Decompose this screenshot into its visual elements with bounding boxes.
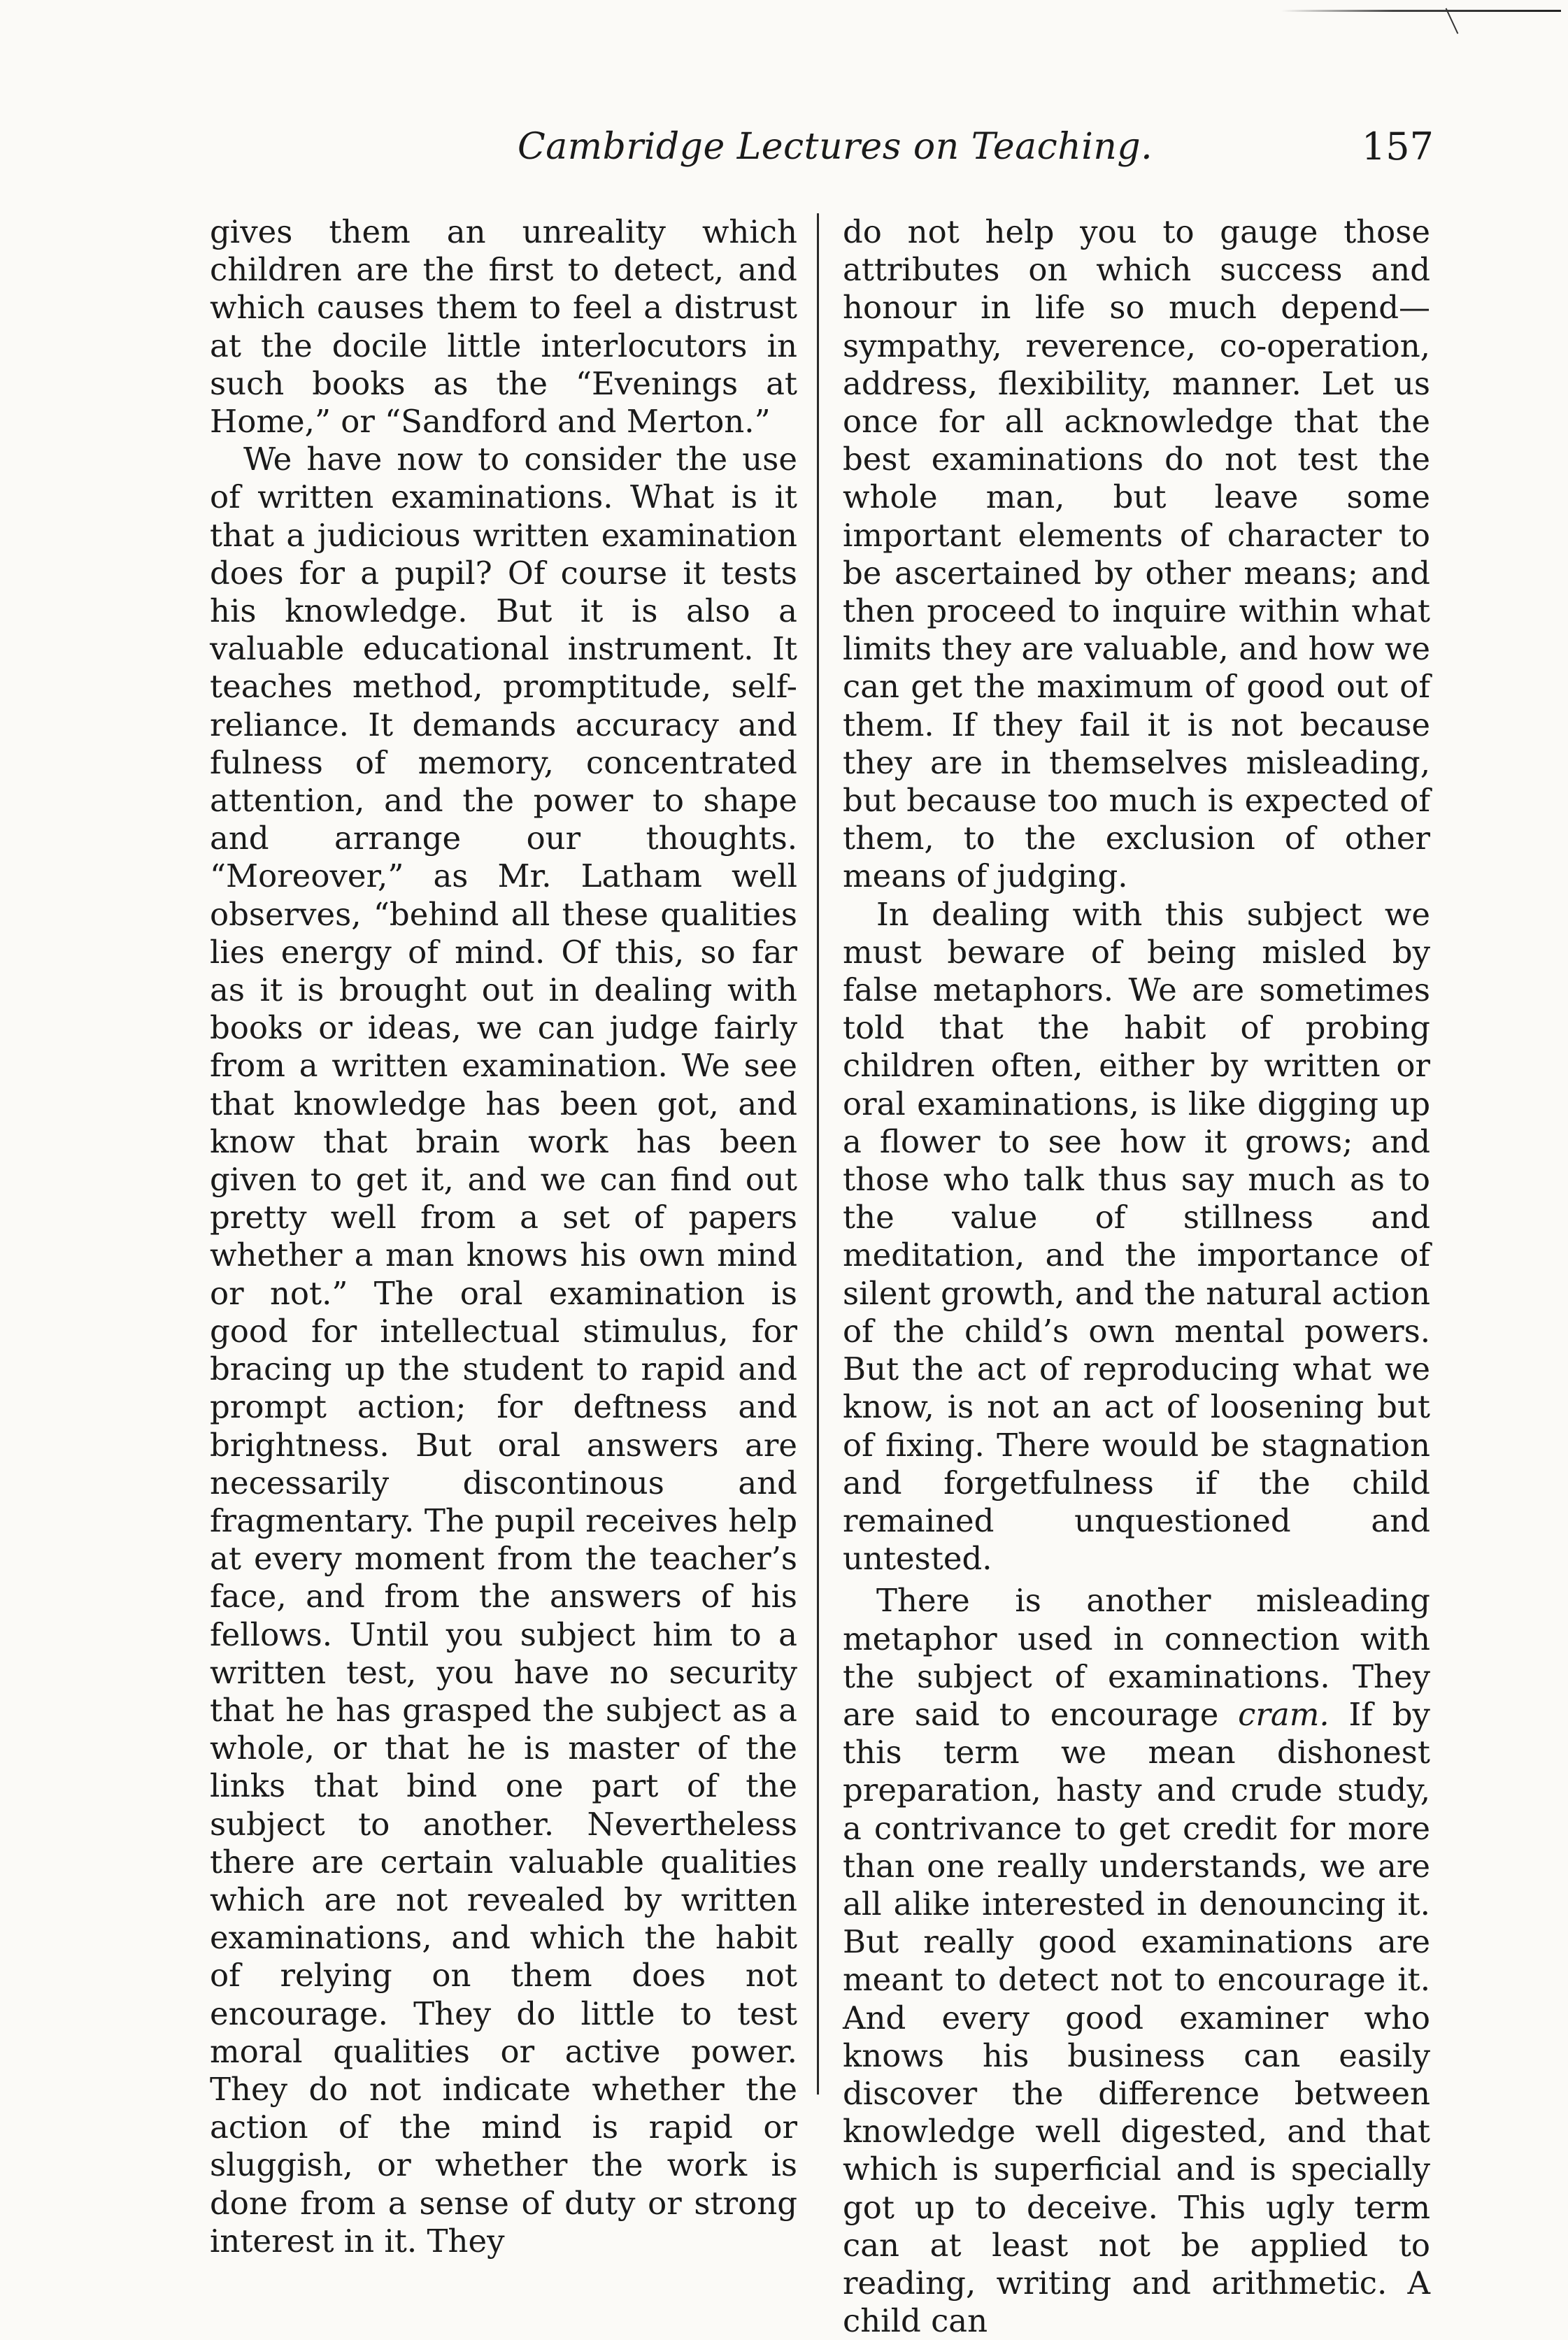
column-rule (817, 213, 819, 2095)
page-number: 157 (1361, 124, 1434, 169)
page-header (504, 119, 1434, 175)
right-paragraph-2: In dealing with this subject we must beware of being misled by false metaphors. We are sometimes told that the habit of probing children often, either by written or oral examinations, is like digging up a flower to see how it grows; and those who talk thus say much as to the value of stillness and meditation, and the importance of silent growth, and the natural action of the child’s own mental powers. But the act of reproducing what we know, is not an act of loosening but of fixing. There would be stagnation and forgetfulness if the child remained unquestioned and untested. (843, 895, 1430, 1578)
cram-emphasis: cram. (1238, 1695, 1330, 1733)
running-title: Cambridge Lectures on Teaching. (518, 126, 1153, 168)
scan-edge-tick (1446, 8, 1459, 34)
left-column (210, 213, 797, 2260)
right-paragraph-1: do not help you to gauge those attributes on which success and honour in life so much depend—sympathy, reverence, co-operation, address, flexibility, manner. Let us once for all acknowledge that the best examinations do not test the whole man, but leave some important elements of character to be ascertained by other means; and then proceed to inquire within what limits they are valuable, and how we can get the maximum of good out of them. If they fail it is not because they are in themselves misleading, but because too much is expected of them, to the exclusion of other means of judging. (843, 213, 1430, 895)
scan-edge-mark (1281, 10, 1561, 12)
right-paragraph-3 (843, 1582, 1430, 2340)
left-paragraph-2: We have now to consider the use of written examinations. What is it that a judicious written examination does for a pupil? Of course it tests his knowledge. But it is also a valuable educational instrument. It teaches method, promptitude, self-reliance. It demands accuracy and fulness of memory, concentrated attention, and the power to shape and arrange our thoughts. “Moreover,” as Mr. Latham well observes, “behind all these qualities lies energy of mind. Of this, so far as it is brought out in dealing with books or ideas, we can judge fairly from a written examination. We see that knowledge has been got, and know that brain work has been given to get it, and we can find out pretty well from a set of papers whether a man knows his own mind or not.” The oral examination is good for intellectual stimulus, for bracing up the student to rapid and prompt action; for deftness and brightness. But oral answers are necessarily discontinous and fragmentary. The pupil receives help at every moment from the teacher’s face, and from the answers of his fellows. Until you subject him to a written test, you have no security that he has grasped the subject as a whole, or that he is master of the links that bind one part of the subject to another. Nevertheless there are certain valuable qualities which are not revealed by written examinations, and which the habit of relying on them does not encourage. They do little to test moral qualities or active power. They do not indicate whether the action of the mind is rapid or sluggish, or whether the work is done from a sense of duty or strong interest in it. They (210, 441, 797, 2260)
left-paragraph-1: gives them an unreality which children are the first to detect, and which causes them to feel a distrust at the docile little interlocutors in such books as the “Evenings at Home,” or “Sandford and Merton.” (210, 213, 797, 441)
right-paragraph-3-start: There is another misleading metaphor used in connection with the subject of examinations. They are said to encourage (843, 1582, 1430, 1733)
right-column (843, 213, 1430, 2340)
right-paragraph-3-end: If by this term we mean dishonest preparation, hasty and crude study, a contrivance to get credit for more than one really understands, we are all alike interested in denouncing it. But really good examinations are meant to detect not to encourage it. And every good examiner who knows his business can easily discover the difference between knowledge well digested, and that which is superficial and is specially got up to deceive. This ugly term can at least not be applied to reading, writing and arithmetic. A child can (843, 1695, 1430, 2340)
